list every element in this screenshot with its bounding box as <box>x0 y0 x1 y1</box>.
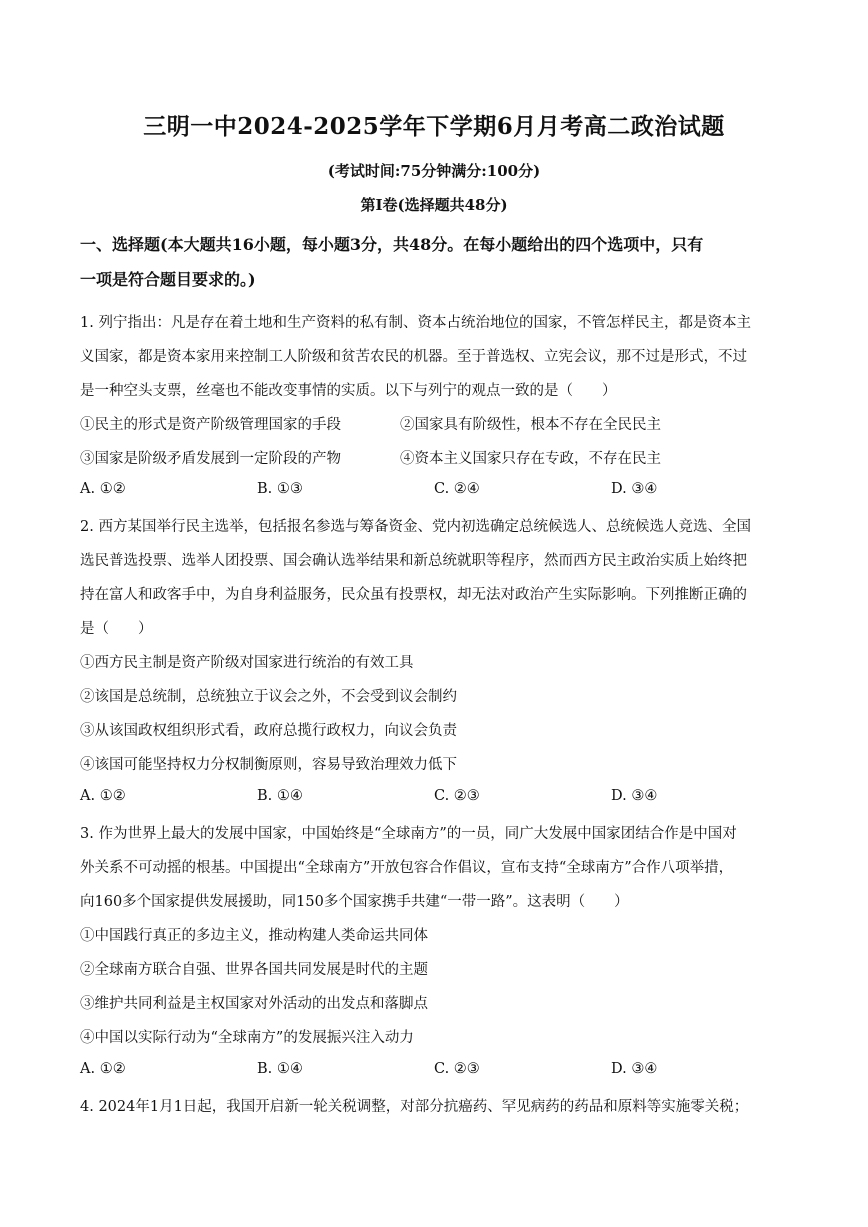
q2-options <box>80 788 800 808</box>
q2-statement: ①西方民主制是资产阶级对国家进行统治的有效工具 <box>80 655 414 671</box>
q2-stem-line: 持在富人和政客手中，为自身利益服务，民众虽有投票权，却无法对政治产生实际影响。下列推断正确的 <box>80 587 747 603</box>
q2-statement: ③从该国政权组织形式看，政府总揽行政权力，向议会负责 <box>80 723 457 739</box>
q3-option-d: D. ③④ <box>611 1061 658 1077</box>
q1-statement: ①民主的形式是资产阶级管理国家的手段 <box>80 417 341 433</box>
q1-statement-row <box>80 447 800 467</box>
q3-option-c: C. ②③ <box>434 1061 480 1077</box>
exam-title: 三明一中2024-2025学年下学期6月月考高二政治试题 <box>143 113 725 140</box>
q1-statement: ②国家具有阶级性，根本不存在全民民主 <box>400 417 661 433</box>
q2-statement: ②该国是总统制，总统独立于议会之外，不会受到议会制约 <box>80 689 457 705</box>
q2-statement: ④该国可能坚持权力分权制衡原则，容易导致治理效力低下 <box>80 757 457 773</box>
q3-options <box>80 1061 800 1081</box>
q3-statement: ②全球南方联合自强、世界各国共同发展是时代的主题 <box>80 962 428 978</box>
q2-stem-line: 是（ ） <box>80 621 153 637</box>
q1-statement: ④资本主义国家只存在专政，不存在民主 <box>400 451 661 467</box>
q2-option-a: A. ①② <box>80 788 126 804</box>
section-instructions: 一、选择题(本大题共16小题，每小题3分，共48分。在每小题给出的四个选项中，只有 <box>80 235 704 254</box>
q1-option-a: A. ①② <box>80 481 126 497</box>
q2-stem-line: 2. 西方某国举行民主选举，包括报名参选与筹备资金、党内初选确定总统候选人、总统候选人竞选、全国 <box>80 519 751 535</box>
exam-time-info: (考试时间:75分钟满分:100分) <box>327 162 541 180</box>
q1-option-c: C. ②④ <box>434 481 480 497</box>
q1-options <box>80 481 800 501</box>
q1-option-b: B. ①③ <box>257 481 303 497</box>
q3-stem-line: 外关系不可动摇的根基。中国提出“全球南方”开放包容合作倡议，宣布支持“全球南方”合作八项举措， <box>80 860 734 876</box>
q1-stem-line: 义国家，都是资本家用来控制工人阶级和贫苦农民的机器。至于普选权、立宪会议，那不过是形式，不过 <box>80 349 747 365</box>
q3-statement: ④中国以实际行动为“全球南方”的发展振兴注入动力 <box>80 1030 414 1046</box>
q2-stem-line: 选民普选投票、选举人团投票、国会确认选举结果和新总统就职等程序，然而西方民主政治实质上始终把 <box>80 553 747 569</box>
q2-option-d: D. ③④ <box>611 788 658 804</box>
q2-option-b: B. ①④ <box>257 788 303 804</box>
q1-option-d: D. ③④ <box>611 481 658 497</box>
section-instructions-cont: 一项是符合题目要求的。) <box>80 270 256 289</box>
q1-stem-line: 是一种空头支票，丝毫也不能改变事情的实质。以下与列宁的观点一致的是（ ） <box>80 383 617 399</box>
q1-statement-row <box>80 413 800 433</box>
q1-statement: ③国家是阶级矛盾发展到一定阶段的产物 <box>80 451 341 467</box>
q4-stem-line: 4. 2024年1月1日起，我国开启新一轮关税调整，对部分抗癌药、罕见病药的药品和原料等实施零关税； <box>80 1099 749 1115</box>
volume-heading: 第Ⅰ卷(选择题共48分) <box>360 196 508 214</box>
q2-option-c: C. ②③ <box>434 788 480 804</box>
q3-option-a: A. ①② <box>80 1061 126 1077</box>
q3-statement: ①中国践行真正的多边主义，推动构建人类命运共同体 <box>80 928 428 944</box>
q3-statement: ③维护共同利益是主权国家对外活动的出发点和落脚点 <box>80 996 428 1012</box>
q3-option-b: B. ①④ <box>257 1061 303 1077</box>
q3-stem-line: 向160多个国家提供发展援助，同150多个国家携手共建“一带一路”。这表明（ ） <box>80 894 629 910</box>
q1-stem-line: 1. 列宁指出：凡是存在着土地和生产资料的私有制、资本占统治地位的国家，不管怎样民主，都是资本主 <box>80 315 751 331</box>
q3-stem-line: 3. 作为世界上最大的发展中国家，中国始终是“全球南方”的一员，同广大发展中国家团结合作是中国对 <box>80 826 737 842</box>
